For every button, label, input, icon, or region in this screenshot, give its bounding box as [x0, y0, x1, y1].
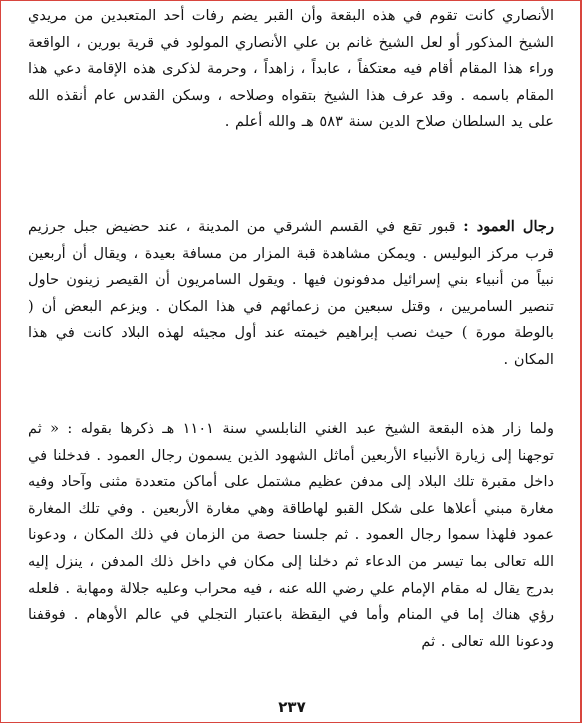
paragraph-1-text: الأنصاري كانت تقوم في هذه البقعة وأن القبر يضم رفات أحد المتعبدين من مريدي الشيخ المذكور أو لعل الشيخ غانم بن علي الأنصاري المولود في قرية بورين ، الواقعة وراء هذا المقام أقام فيه معتكفاً ، عابداً ، زاهداً ، وحرمة لذكرى هذه الإقامة دعي هذا المقام باسمه . وقد عرف هذا الشيخ بتقواه وصلاحه ، وسكن القدس عام أنقذه الله على يد السلطان صلاح الدين سنة ٥٨٣ هـ والله أعلم .	[28, 7, 554, 131]
paragraph-1	[28, 3, 554, 136]
paragraph-2	[28, 214, 554, 374]
paragraph-3	[28, 416, 554, 655]
paragraph-3-intro: ولما زار هذه البقعة الشيخ عبد الغني النابلسي سنة ١١٠١ هـ ذكرها بقوله :	[67, 420, 554, 437]
paragraph-3-quote: « ثم توجهنا إلى زيارة الأنبياء الأربعين أماثل الشهود الذين يسمون رجال العمود . فدخلنا في داخل مقبرة تلك البلاد إلى مدفن عظيم مشتمل على أماكن متعددة مثنى وآحاد وفيه مغارة مبني أعلاها على شكل القبو لهاطاقة وهي مغارة الأربعين . وفي تلك المغارة عمود فلهذا سموا رجال العمود . ثم جلسنا حصة من الزمان في ذلك المكان ، ودعونا الله تعالى بما تيسر من الدعاء ثم دخلنا إلى مكان في داخل ذلك المدفن ، ينزل إليه بدرج يقال له مقام الإمام علي رضي الله عنه ، فيه محراب وعليه جلالة ومهابة . فلعله رؤي هناك إما في المنام وأما في اليقظة باعتبار التجلي في عالم الأوهام . فوقفنا ودعونا الله تعالى . ثم	[28, 420, 554, 650]
page-number: ٢٣٧	[278, 698, 306, 716]
paragraph-2-text: قبور تقع في القسم الشرقي من المدينة ، عند حضيض جبل جرزيم قرب مركز البوليس . ويمكن مشاهدة قبة المزار من مسافة بعيدة ، ويقال أن أربعين نبياً من أنبياء بني إسرائيل مدفونون فيها . ويقول السامريون أن القيصر زينون حاول تنصير السامريين ، وقتل سبعين من زعمائهم في هذا المكان . ويزعم البعض أن ( بالوطة مورة ) حيث نصب إبراهيم خيمته عند أول مجيئه لهذه البلاد كانت في هذا المكان .	[28, 218, 554, 368]
paragraph-2-heading: رجال العمود :	[463, 218, 555, 235]
